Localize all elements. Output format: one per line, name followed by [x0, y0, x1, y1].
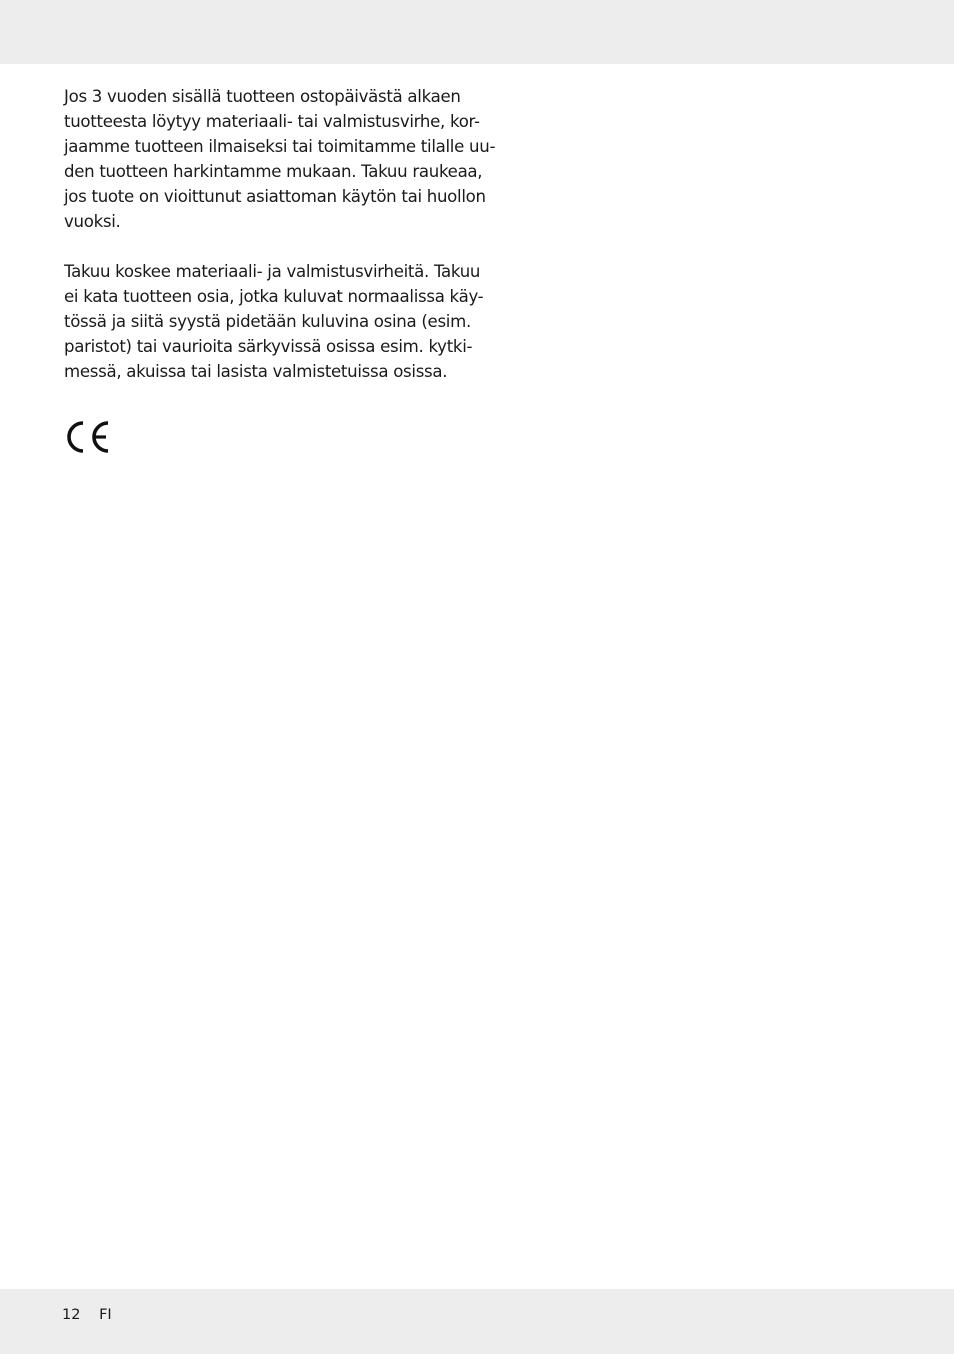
text-line: messä, akuissa tai lasista valmistetuissa osissa.: [64, 362, 448, 381]
text-line: den tuotteen harkintamme mukaan. Takuu raukeaa,: [64, 162, 483, 181]
text-line: tössä ja siitä syystä pidetään kuluvina osina (esim.: [64, 312, 471, 331]
language-code: FI: [99, 1307, 112, 1323]
text-line: jos tuote on vioittunut asiattoman käytön tai huollon: [64, 187, 486, 206]
footer-band: [0, 1289, 954, 1354]
text-line: tuotteesta löytyy materiaali- tai valmistusvirhe, kor-: [64, 112, 480, 131]
text-line: vuoksi.: [64, 212, 121, 231]
text-line: jaamme tuotteen ilmaiseksi tai toimitamme tilalle uu-: [64, 137, 496, 156]
warranty-text: [64, 84, 496, 384]
header-band: [0, 0, 954, 64]
text-line: ei kata tuotteen osia, jotka kuluvat normaalissa käy-: [64, 287, 484, 306]
ce-mark-icon: [64, 420, 110, 454]
text-line: Jos 3 vuoden sisällä tuotteen ostopäivästä alkaen: [64, 87, 461, 106]
page-number: 12: [62, 1307, 81, 1323]
page-footer: [62, 1305, 112, 1325]
warranty-paragraph-1: [64, 84, 496, 234]
text-line: paristot) tai vaurioita särkyvissä osissa esim. kytki-: [64, 337, 473, 356]
warranty-paragraph-2: [64, 259, 484, 384]
text-line: Takuu koskee materiaali- ja valmistusvirheitä. Takuu: [64, 262, 481, 281]
